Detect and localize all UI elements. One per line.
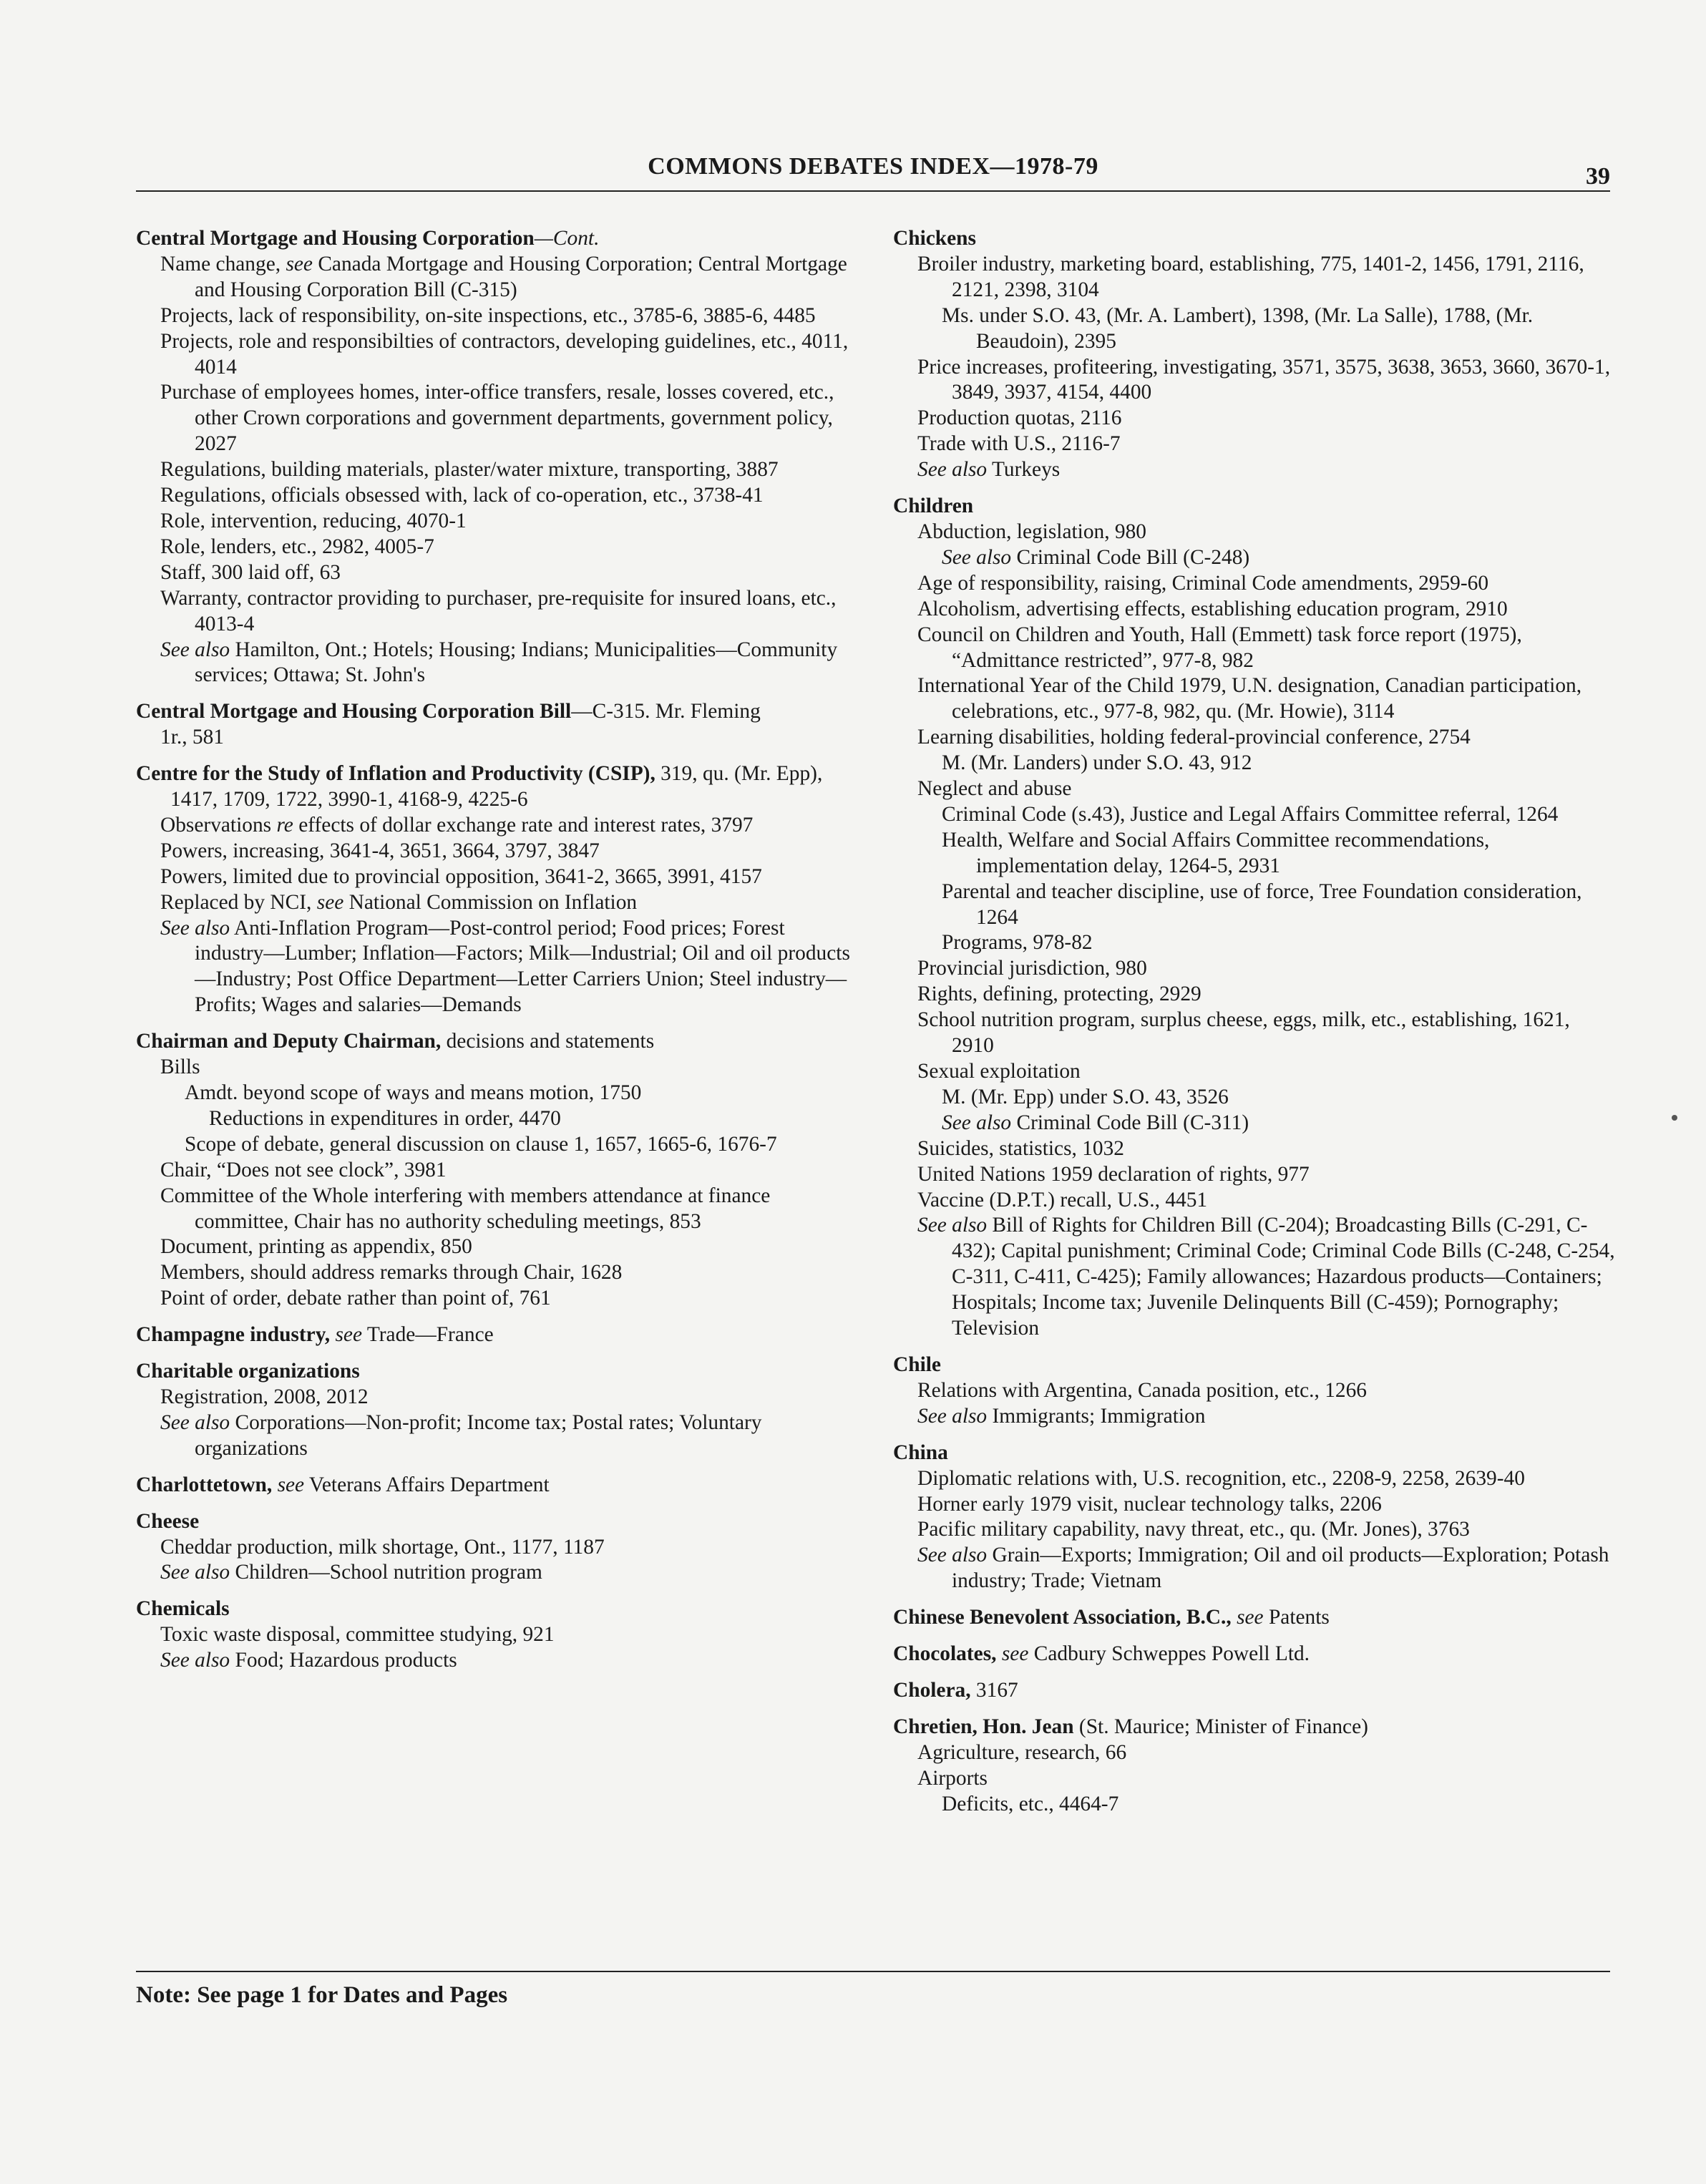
index-entry: [136, 1029, 859, 1312]
entry-title: Cholera,: [893, 1678, 971, 1702]
see-reference: See also: [942, 545, 1012, 569]
subentry-text: Criminal Code Bill (C-311): [1011, 1111, 1249, 1134]
subentry-text: Rights, defining, protecting, 2929: [917, 983, 1201, 1006]
subentry-text: Relations with Argentina, Canada position, etc., 1266: [917, 1378, 1367, 1402]
subentry: [136, 1055, 859, 1081]
see-reference: See also: [160, 638, 230, 661]
subentry-text: Members, should address remarks through Chair, 1628: [160, 1261, 623, 1284]
subentry-text: Immigrants; Immigration: [987, 1404, 1206, 1428]
index-entry: [893, 226, 1616, 483]
subentry: [136, 1286, 859, 1312]
entry-heading: [136, 1473, 859, 1498]
index-entry: [136, 1473, 859, 1498]
see-reference: see: [286, 252, 313, 276]
subentry: [136, 1184, 859, 1235]
subentry: [893, 1213, 1616, 1342]
subentry-text: Purchase of employees homes, inter-office transfers, resale, losses covered, etc., other Crown corporations and government departments, government policy, 2027: [160, 381, 834, 456]
subentry-text: Powers, increasing, 3641-4, 3651, 3664, 3797, 3847: [160, 839, 600, 862]
subentry-text: Role, lenders, etc., 2982, 4005-7: [160, 535, 434, 558]
entry-heading: [136, 761, 859, 813]
subentry: [893, 1740, 1616, 1766]
subentry: [136, 252, 859, 303]
entry-heading: [136, 1596, 859, 1622]
entry-title: Children: [893, 494, 974, 518]
subentry: [136, 890, 859, 916]
subentry: [136, 380, 859, 457]
subentry-text: Criminal Code Bill (C-248): [1011, 545, 1250, 569]
subentry-text: Production quotas, 2116: [917, 406, 1122, 430]
subentry-text: Corporations—Non-profit; Income tax; Postal rates; Voluntary organizations: [195, 1410, 762, 1460]
subentry-text: Deficits, etc., 4464-7: [942, 1792, 1119, 1815]
subentry-text: Toxic waste disposal, committee studying, 921: [160, 1623, 555, 1647]
subentry: [136, 509, 859, 535]
subentry: [136, 839, 859, 864]
page-header: [136, 153, 1610, 193]
entry-title: Central Mortgage and Housing Corporation: [136, 227, 535, 250]
entry-title: Chemicals: [136, 1597, 230, 1621]
subentry-text: Staff, 300 laid off, 63: [160, 560, 341, 584]
subentry-text: Abduction, legislation, 980: [917, 520, 1146, 543]
subentry: [893, 751, 1616, 776]
index-entry: [893, 1715, 1616, 1818]
entry-heading: [893, 1605, 1616, 1631]
index-entry: [136, 1596, 859, 1674]
subentry: [893, 303, 1616, 355]
entry-title: Charlottetown,: [136, 1473, 273, 1496]
see-target: Trade—France: [362, 1323, 494, 1347]
index-entry: [893, 494, 1616, 1342]
entry-heading: [136, 1029, 859, 1055]
entry-heading: [893, 494, 1616, 520]
subentry: [136, 1260, 859, 1286]
subentry: [893, 1008, 1616, 1059]
subentry-text: M. (Mr. Epp) under S.O. 43, 3526: [942, 1085, 1229, 1108]
entry-heading: [136, 1509, 859, 1535]
subentry-text: Amdt. beyond scope of ways and means motion, 1750: [185, 1081, 642, 1104]
subentry: [893, 1111, 1616, 1136]
subentry-text: Hamilton, Ont.; Hotels; Housing; Indians; Municipalities—Community services; Ottawa; St. John's: [195, 638, 838, 687]
subentry-text: Suicides, statistics, 1032: [917, 1136, 1124, 1160]
subentry-text: Horner early 1979 visit, nuclear technology talks, 2206: [917, 1492, 1382, 1516]
subentry-text: Name change,: [160, 252, 286, 276]
see-target: Cadbury Schweppes Powell Ltd.: [1028, 1642, 1310, 1666]
entry-suffix: [272, 1473, 277, 1496]
subentry-text: 1r., 581: [160, 726, 224, 749]
subentry: [136, 535, 859, 560]
subentry-text: Neglect and abuse: [917, 777, 1072, 801]
subentry-text: Committee of the Whole interfering with members attendance at finance committee, Chair has no authority scheduling meetings, 853: [160, 1184, 771, 1233]
subentry-text: Role, intervention, reducing, 4070-1: [160, 509, 467, 532]
subentry: [136, 725, 859, 751]
see-reference: See also: [160, 1649, 230, 1672]
subentry-text: Learning disabilities, holding federal-provincial conference, 2754: [917, 726, 1471, 749]
subentry-text: Sexual exploitation: [917, 1060, 1081, 1083]
subentry: [893, 1162, 1616, 1188]
subentry-text: Registration, 2008, 2012: [160, 1385, 369, 1408]
see-target: Veterans Affairs Department: [304, 1473, 550, 1496]
index-entry: [136, 699, 859, 751]
subentry: [893, 1466, 1616, 1492]
index-entry: [893, 1352, 1616, 1430]
subentry-text: Ms. under S.O. 43, (Mr. A. Lambert), 1398, (Mr. La Salle), 1788, (Mr. Beaudoin), 2395: [942, 303, 1534, 353]
footer-rule: [136, 1971, 1610, 1972]
subentry-text: Children—School nutrition program: [230, 1561, 542, 1584]
entry-title: Charitable organizations: [136, 1360, 360, 1383]
subentry-text: Anti-Inflation Program—Post-control period; Food prices; Forest industry—Lumber; Inflation—Factors; Milk—Industrial; Oil and oil products—Industry; Post Office Department—Letter Carriers Union; Steel industry—Profits; Wages and salaries—Demands: [195, 916, 850, 1017]
page-number: 39: [1586, 163, 1610, 190]
subentry-text: National Commission on Inflation: [343, 890, 638, 914]
subentry: [893, 1543, 1616, 1594]
subentry: [893, 571, 1616, 597]
subentry: [893, 545, 1616, 571]
entry-heading: [893, 1352, 1616, 1378]
subentry-text: Replaced by NCI,: [160, 890, 317, 914]
subentry: [136, 638, 859, 689]
subentry: [893, 1085, 1616, 1111]
subentry: [136, 457, 859, 483]
entry-suffix: —C-315. Mr. Fleming: [571, 700, 761, 723]
index-entry: [136, 1509, 859, 1586]
see-reference: See also: [160, 916, 230, 940]
see-target: Patents: [1263, 1606, 1330, 1629]
subentry: [893, 623, 1616, 674]
subentry: [893, 1492, 1616, 1518]
entry-title: Cheese: [136, 1509, 200, 1533]
subentry-text: Bill of Rights for Children Bill (C-204); Broadcasting Bills (C-291, C-432); Capital punishment; Criminal Code; Criminal Code Bills (C-248, C-254, C-311, C-411, C-425); Family allowances; Hazardous products—Containers; Hospitals; Income tax; Juvenile Delinquents Bill (C-459); Pornography; Television: [952, 1214, 1615, 1340]
subentry: [136, 813, 859, 839]
subentry-text: Diplomatic relations with, U.S. recognition, etc., 2208-9, 2258, 2639-40: [917, 1466, 1525, 1490]
see-reference: see: [316, 890, 344, 914]
subentry-text: Observations: [160, 813, 277, 837]
see-reference: see: [277, 1473, 305, 1496]
subentry: [893, 432, 1616, 457]
subentry: [136, 329, 859, 381]
subentry: [893, 597, 1616, 623]
subentry: [893, 982, 1616, 1008]
entry-heading: [136, 1359, 859, 1385]
footer-note: Note: See page 1 for Dates and Pages: [136, 1982, 508, 2008]
index-entry: [893, 1440, 1616, 1594]
subentry: [893, 930, 1616, 956]
subentry-text: Vaccine (D.P.T.) recall, U.S., 4451: [917, 1188, 1208, 1212]
entry-title: Chickens: [893, 227, 976, 250]
subentry: [136, 560, 859, 586]
subentry-text: Alcoholism, advertising effects, establishing education program, 2910: [917, 597, 1508, 620]
subentry: [136, 1234, 859, 1260]
entry-title: Centre for the Study of Inflation and Productivity (CSIP),: [136, 762, 655, 786]
index-entry: [893, 1642, 1616, 1667]
entry-suffix: [1232, 1606, 1237, 1629]
see-reference: See also: [942, 1111, 1012, 1134]
subentry: [893, 406, 1616, 432]
subentry: [893, 956, 1616, 982]
subentry-text: Regulations, officials obsessed with, lack of co-operation, etc., 3738-41: [160, 484, 764, 507]
subentry: [893, 802, 1616, 828]
subentry-text: Pacific military capability, navy threat, etc., qu. (Mr. Jones), 3763: [917, 1518, 1470, 1541]
subentry: [136, 1560, 859, 1586]
entry-title: China: [893, 1440, 948, 1464]
entry-heading: [136, 226, 859, 252]
entry-heading: [136, 699, 859, 725]
index-entry: [136, 1359, 859, 1462]
entry-heading: [893, 1642, 1616, 1667]
entry-suffix: [997, 1642, 1002, 1665]
subentry-text: Food; Hazardous products: [230, 1649, 457, 1672]
subentry-text: Bills: [160, 1056, 200, 1079]
subentry-text: effects of dollar exchange rate and interest rates, 3797: [293, 813, 754, 837]
subentry: [893, 828, 1616, 879]
subentry-text: Chair, “Does not see clock”, 3981: [160, 1158, 447, 1181]
subentry: [136, 586, 859, 638]
subentry: [136, 1535, 859, 1561]
see-reference: see: [335, 1323, 363, 1347]
subentry: [136, 1622, 859, 1648]
entry-title: Chocolates,: [893, 1642, 997, 1666]
subentry-text: Point of order, debate rather than point of, 761: [160, 1287, 551, 1310]
subentry: [893, 776, 1616, 802]
entry-heading: [893, 226, 1616, 252]
subentry-text: Broiler industry, marketing board, establishing, 775, 1401-2, 1456, 1791, 2116, 2121, 2398, 3104: [917, 252, 1584, 301]
subentry-text: Reductions in expenditures in order, 4470: [209, 1106, 561, 1130]
index-entry: [893, 1678, 1616, 1704]
subentry: [893, 1517, 1616, 1543]
subentry-text: Criminal Code (s.43), Justice and Legal Affairs Committee referral, 1264: [942, 802, 1559, 826]
entry-title: Chretien, Hon. Jean: [893, 1715, 1074, 1738]
right-column: [893, 226, 1616, 1828]
subentry: [893, 1792, 1616, 1818]
subentry-text: Canada Mortgage and Housing Corporation; Central Mortgage and Housing Corporation Bill (C-315): [195, 252, 847, 301]
see-reference: see: [1237, 1606, 1264, 1629]
subentry: [893, 725, 1616, 751]
subentry: [136, 1106, 859, 1132]
subentry-text: Scope of debate, general discussion on clause 1, 1657, 1665-6, 1676-7: [185, 1132, 777, 1156]
see-reference: re: [276, 813, 293, 837]
see-reference: see: [1001, 1642, 1029, 1666]
subentry: [136, 864, 859, 890]
subentry: [136, 1081, 859, 1106]
subentry: [893, 1059, 1616, 1085]
entry-suffix: 3167: [970, 1678, 1018, 1702]
header-rule: [136, 190, 1610, 192]
see-reference: See also: [917, 1214, 988, 1237]
entry-title: Chile: [893, 1352, 941, 1376]
subentry: [136, 1158, 859, 1184]
subentry-text: Grain—Exports; Immigration; Oil and oil products—Exploration; Potash industry; Trade; Vietnam: [952, 1544, 1609, 1593]
subentry-text: Warranty, contractor providing to purchaser, pre-requisite for insured loans, etc., 4013-4: [160, 586, 837, 635]
see-reference: See also: [160, 1410, 230, 1434]
entry-heading: [893, 1715, 1616, 1740]
entry-suffix: 319, qu. (Mr. Epp), 1417, 1709, 1722, 3990-1, 4168-9, 4225-6: [170, 762, 823, 811]
index-entry: [136, 226, 859, 688]
subentry-text: Council on Children and Youth, Hall (Emmett) task force report (1975), “Admittance restricted”, 977-8, 982: [917, 623, 1522, 672]
entry-title: Champagne industry,: [136, 1323, 331, 1347]
subentry-text: Turkeys: [987, 458, 1061, 482]
subentry: [136, 1410, 859, 1462]
subentry-text: Parental and teacher discipline, use of force, Tree Foundation consideration, 1264: [942, 879, 1582, 929]
page-title: COMMONS DEBATES INDEX—1978-79: [648, 153, 1098, 180]
subentry-text: Agriculture, research, 66: [917, 1740, 1127, 1764]
entry-suffix: decisions and statements: [441, 1030, 655, 1053]
entry-heading: [893, 1440, 1616, 1466]
index-entry: [893, 1605, 1616, 1631]
subentry: [893, 520, 1616, 545]
subentry: [893, 457, 1616, 483]
entry-title: Chinese Benevolent Association, B.C.,: [893, 1606, 1232, 1629]
index-entry: [136, 1322, 859, 1348]
subentry-text: Airports: [917, 1766, 988, 1790]
subentry: [893, 1188, 1616, 1214]
entry-title: Chairman and Deputy Chairman,: [136, 1030, 442, 1053]
subentry: [136, 1385, 859, 1410]
subentry-text: M. (Mr. Landers) under S.O. 43, 912: [942, 751, 1252, 775]
subentry-text: Regulations, building materials, plaster/water mixture, transporting, 3887: [160, 458, 779, 482]
subentry: [136, 303, 859, 329]
subentry: [893, 1404, 1616, 1430]
subentry-text: Projects, role and responsibilties of contractors, developing guidelines, etc., 4011, 4014: [160, 329, 849, 379]
subentry-text: School nutrition program, surplus cheese, eggs, milk, etc., establishing, 1621, 2910: [917, 1008, 1570, 1058]
subentry-text: Programs, 978-82: [942, 931, 1093, 955]
subentry: [136, 483, 859, 509]
subentry: [893, 1136, 1616, 1162]
subentry-text: Price increases, profiteering, investigating, 3571, 3575, 3638, 3653, 3660, 3670-1, 3849, 3937, 4154, 4400: [917, 355, 1611, 404]
entry-title: Central Mortgage and Housing Corporation Bill: [136, 700, 572, 723]
see-reference: See also: [917, 1404, 988, 1428]
subentry-text: Document, printing as appendix, 850: [160, 1235, 472, 1259]
subentry-text: Trade with U.S., 2116-7: [917, 432, 1121, 456]
see-reference: See also: [917, 458, 988, 482]
left-column: [136, 226, 859, 1685]
subentry: [893, 355, 1616, 406]
subentry: [136, 916, 859, 1019]
subentry-text: Powers, limited due to provincial opposition, 3641-2, 3665, 3991, 4157: [160, 864, 762, 888]
subentry-text: Provincial jurisdiction, 980: [917, 957, 1147, 980]
subentry: [136, 1648, 859, 1674]
subentry: [893, 879, 1616, 931]
subentry-text: Projects, lack of responsibility, on-site inspections, etc., 3785-6, 3885-6, 4485: [160, 303, 816, 327]
entry-suffix: —Cont.: [534, 227, 600, 250]
subentry: [893, 1378, 1616, 1404]
subentry: [136, 1132, 859, 1158]
see-reference: See also: [160, 1561, 230, 1584]
subentry-text: Cheddar production, milk shortage, Ont., 1177, 1187: [160, 1535, 605, 1559]
entry-heading: [893, 1678, 1616, 1704]
subentry: [893, 1766, 1616, 1792]
subentry-text: International Year of the Child 1979, U.N. designation, Canadian participation, celebrations, etc., 977-8, 982, qu. (Mr. Howie), 3114: [917, 674, 1582, 723]
margin-dot: [1672, 1115, 1677, 1121]
subentry-text: United Nations 1959 declaration of rights, 977: [917, 1162, 1310, 1186]
entry-suffix: (St. Maurice; Minister of Finance): [1073, 1715, 1368, 1738]
subentry: [893, 673, 1616, 725]
entry-heading: [136, 1322, 859, 1348]
see-reference: See also: [917, 1544, 988, 1567]
subentry-text: Health, Welfare and Social Affairs Committee recommendations, implementation delay, 1264-5, 2931: [942, 828, 1490, 877]
subentry-text: Age of responsibility, raising, Criminal Code amendments, 2959-60: [917, 571, 1489, 595]
index-entry: [136, 761, 859, 1018]
subentry: [893, 252, 1616, 303]
